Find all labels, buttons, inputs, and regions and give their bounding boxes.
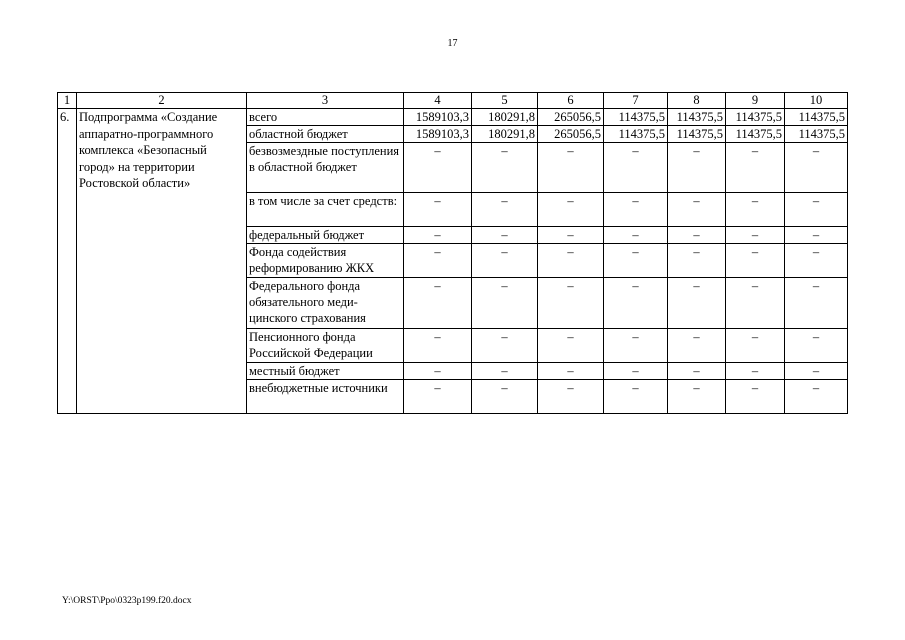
value-cell: –: [404, 143, 472, 193]
value-cell: 265056,5: [538, 126, 604, 143]
funding-source-label: Пенсионного фонда Российской Федерации: [247, 329, 404, 363]
value-cell: –: [726, 329, 785, 363]
value-cell: –: [785, 244, 848, 278]
funding-source-label: всего: [247, 109, 404, 126]
file-path-footer: Y:\ORST\Ppo\0323p199.f20.docx: [62, 596, 192, 606]
funding-source-label: федеральный бюджет: [247, 227, 404, 244]
value-cell: –: [726, 143, 785, 193]
value-cell: 114375,5: [785, 109, 848, 126]
value-cell: –: [785, 329, 848, 363]
value-cell: –: [404, 380, 472, 414]
value-cell: –: [472, 143, 538, 193]
value-cell: –: [726, 227, 785, 244]
header-cell: 8: [668, 93, 726, 109]
value-cell: –: [404, 278, 472, 329]
value-cell: –: [785, 227, 848, 244]
header-row: [58, 93, 848, 109]
header-cell: 10: [785, 93, 848, 109]
budget-table: [57, 92, 848, 414]
value-cell: –: [538, 227, 604, 244]
value-cell: –: [604, 227, 668, 244]
value-cell: –: [604, 380, 668, 414]
value-cell: –: [785, 380, 848, 414]
value-cell: –: [404, 227, 472, 244]
table-row: [58, 109, 848, 126]
value-cell: –: [472, 329, 538, 363]
value-cell: –: [472, 278, 538, 329]
value-cell: –: [538, 278, 604, 329]
header-cell: 5: [472, 93, 538, 109]
value-cell: 180291,8: [472, 126, 538, 143]
row-number: 6.: [58, 109, 77, 414]
header-cell: 1: [58, 93, 77, 109]
value-cell: –: [726, 193, 785, 227]
funding-source-label: внебюджетные источники: [247, 380, 404, 414]
value-cell: –: [538, 143, 604, 193]
value-cell: 114375,5: [668, 109, 726, 126]
value-cell: 1589103,3: [404, 109, 472, 126]
header-cell: 9: [726, 93, 785, 109]
value-cell: –: [604, 329, 668, 363]
value-cell: –: [538, 193, 604, 227]
value-cell: –: [538, 244, 604, 278]
value-cell: –: [785, 143, 848, 193]
value-cell: –: [538, 329, 604, 363]
value-cell: –: [668, 278, 726, 329]
value-cell: 114375,5: [726, 126, 785, 143]
value-cell: 1589103,3: [404, 126, 472, 143]
value-cell: 114375,5: [726, 109, 785, 126]
value-cell: –: [726, 278, 785, 329]
value-cell: 114375,5: [604, 126, 668, 143]
value-cell: –: [785, 363, 848, 380]
value-cell: –: [726, 244, 785, 278]
funding-source-label: Фонда содействия реформированию ЖКХ: [247, 244, 404, 278]
value-cell: –: [785, 278, 848, 329]
value-cell: –: [538, 380, 604, 414]
value-cell: –: [785, 193, 848, 227]
value-cell: –: [604, 278, 668, 329]
value-cell: –: [404, 329, 472, 363]
value-cell: 180291,8: [472, 109, 538, 126]
value-cell: –: [404, 193, 472, 227]
value-cell: –: [538, 363, 604, 380]
value-cell: –: [404, 363, 472, 380]
value-cell: –: [668, 193, 726, 227]
value-cell: –: [604, 193, 668, 227]
header-cell: 4: [404, 93, 472, 109]
value-cell: 114375,5: [604, 109, 668, 126]
value-cell: –: [726, 363, 785, 380]
value-cell: –: [668, 380, 726, 414]
header-cell: 2: [77, 93, 247, 109]
funding-source-label: местный бюджет: [247, 363, 404, 380]
value-cell: –: [668, 244, 726, 278]
value-cell: –: [604, 143, 668, 193]
value-cell: –: [604, 363, 668, 380]
value-cell: 114375,5: [785, 126, 848, 143]
header-cell: 7: [604, 93, 668, 109]
header-cell: 3: [247, 93, 404, 109]
value-cell: 114375,5: [668, 126, 726, 143]
value-cell: –: [668, 329, 726, 363]
funding-source-label: Федерального фонда обязательного меди-цинского страхования: [247, 278, 404, 329]
value-cell: –: [604, 244, 668, 278]
value-cell: –: [472, 244, 538, 278]
header-cell: 6: [538, 93, 604, 109]
funding-source-label: в том числе за счет средств:: [247, 193, 404, 227]
page-number: 17: [447, 38, 458, 49]
value-cell: –: [472, 193, 538, 227]
funding-source-label: областной бюджет: [247, 126, 404, 143]
funding-source-label: безвозмездные поступления в областной бюджет: [247, 143, 404, 193]
value-cell: –: [472, 380, 538, 414]
value-cell: –: [668, 363, 726, 380]
value-cell: –: [472, 363, 538, 380]
value-cell: 265056,5: [538, 109, 604, 126]
program-name: Подпрограмма «Создание аппаратно-программного комплекса «Безопасный город» на территории Ростовской области»: [77, 109, 247, 414]
value-cell: –: [668, 143, 726, 193]
value-cell: –: [404, 244, 472, 278]
value-cell: –: [472, 227, 538, 244]
value-cell: –: [668, 227, 726, 244]
value-cell: –: [726, 380, 785, 414]
